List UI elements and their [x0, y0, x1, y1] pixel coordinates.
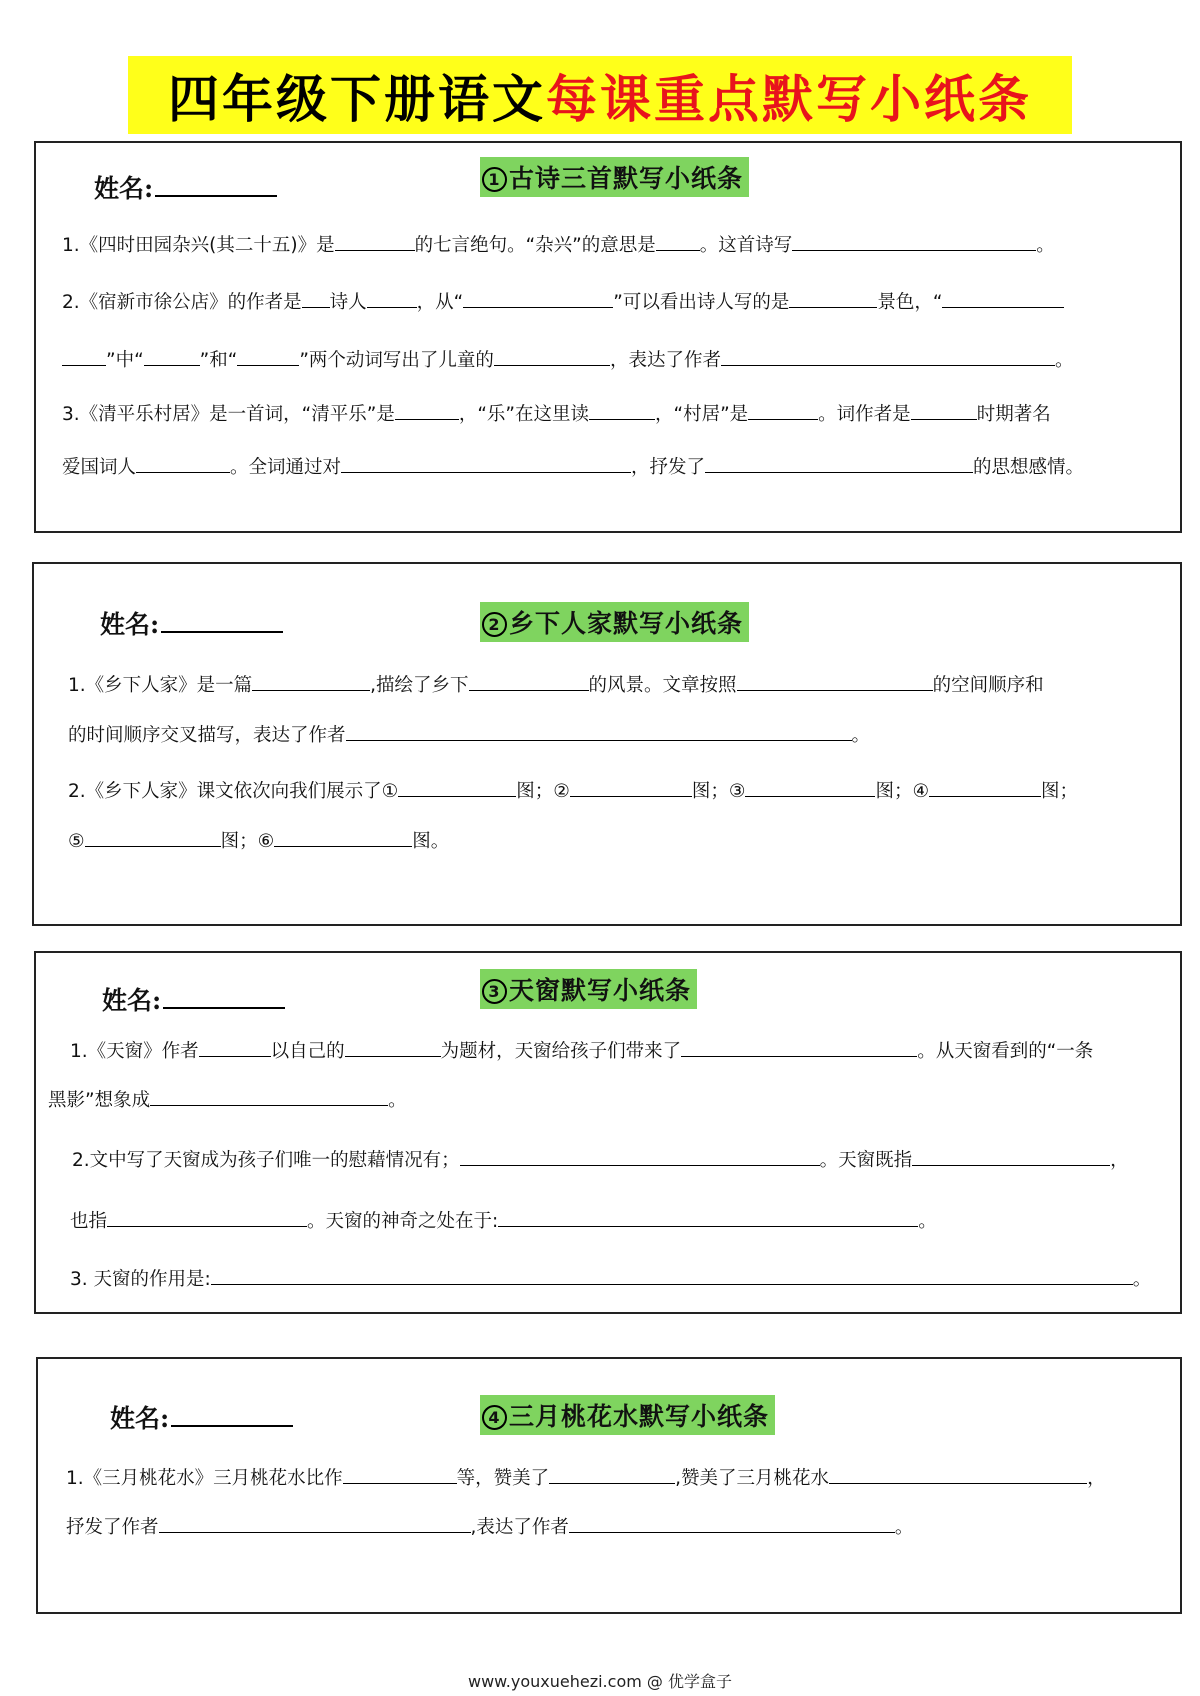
question-line [72, 1147, 1129, 1174]
text: 景色，“ [877, 292, 943, 313]
answer-blank[interactable] [789, 289, 877, 308]
answer-blank[interactable] [395, 401, 459, 420]
answer-blank[interactable] [107, 1208, 307, 1227]
text: 。 [918, 1211, 937, 1232]
text: 2.《宿新市徐公店》的作者是 [62, 292, 302, 313]
question-line [62, 289, 1064, 316]
card-heading-text: 三月桃花水默写小纸条 [509, 1402, 770, 1431]
name-label: 姓名: [102, 986, 162, 1015]
answer-blank[interactable] [136, 454, 230, 473]
text: 的思想感情。 [973, 457, 1085, 478]
text: 。从天窗看到的“一条 [917, 1041, 1094, 1062]
text: 时期著名 [976, 404, 1051, 425]
text: 。天窗既指 [819, 1150, 913, 1171]
answer-blank[interactable] [792, 232, 1036, 251]
number-badge: 1 [482, 167, 507, 192]
answer-blank[interactable] [942, 289, 1064, 308]
footer-credit: www.youxuehezi.com @ 优学盒子 [468, 1672, 732, 1691]
answer-blank[interactable] [656, 232, 700, 251]
number-badge: 3 [482, 979, 507, 1004]
answer-blank[interactable] [237, 347, 299, 366]
name-blank[interactable] [171, 1403, 293, 1427]
text: 图； [1041, 781, 1079, 802]
text: ，表达了作者 [609, 350, 721, 371]
text: 图。 [412, 831, 450, 852]
name-label: 姓名: [110, 1404, 170, 1433]
answer-blank[interactable] [569, 1514, 895, 1533]
name-field [102, 981, 285, 1017]
title-red-part: 每课重点默写小纸条 [546, 70, 1033, 130]
text: 的空间顺序和 [932, 675, 1044, 696]
answer-blank[interactable] [211, 1266, 1133, 1285]
text: 2.《乡下人家》课文依次向我们展示了① [68, 781, 399, 802]
text: 爱国词人 [62, 457, 137, 478]
text: 抒发了作者 [66, 1517, 159, 1538]
name-field [100, 605, 283, 641]
text: ， [1087, 1468, 1106, 1489]
name-label: 姓名: [94, 174, 154, 203]
text: 。这首诗写 [699, 235, 793, 256]
text: 。 [894, 1517, 914, 1538]
text: 。 [1054, 350, 1074, 371]
text: 也指 [70, 1211, 108, 1232]
answer-blank[interactable] [929, 778, 1041, 797]
answer-blank[interactable] [460, 1147, 820, 1166]
card-heading-text: 天窗默写小纸条 [509, 976, 692, 1005]
text: ”中“ [106, 350, 144, 371]
answer-blank[interactable] [463, 289, 613, 308]
text: ”和“ [199, 350, 238, 371]
dictation-card-3 [34, 951, 1182, 1314]
name-blank[interactable] [161, 609, 283, 633]
answer-blank[interactable] [159, 1514, 471, 1533]
question-line [68, 778, 1078, 805]
dictation-card-2 [32, 562, 1182, 926]
answer-blank[interactable] [498, 1208, 918, 1227]
text: ”可以看出诗人写的是 [613, 292, 790, 313]
text: 的风景。文章按照 [588, 675, 737, 696]
answer-blank[interactable] [721, 347, 1055, 366]
text: ,表达了作者 [470, 1517, 569, 1538]
text: 图；② [516, 781, 570, 802]
answer-blank[interactable] [398, 778, 516, 797]
answer-blank[interactable] [681, 1038, 917, 1057]
answer-blank[interactable] [199, 1038, 271, 1057]
text: 。词作者是 [818, 404, 911, 425]
card-heading [480, 602, 749, 642]
text: ，“村居”是 [655, 404, 749, 425]
number-badge: 2 [482, 612, 507, 637]
text: 等，赞美了 [456, 1468, 550, 1489]
answer-blank[interactable] [911, 401, 977, 420]
card-heading [480, 969, 697, 1009]
answer-blank[interactable] [62, 347, 106, 366]
text: 诗人 [329, 292, 367, 313]
text: 。天窗的神奇之处在于: [307, 1211, 499, 1232]
text: 为题材，天窗给孩子们带来了 [440, 1041, 682, 1062]
question-line [62, 454, 1084, 481]
answer-blank[interactable] [737, 672, 933, 691]
answer-blank[interactable] [549, 1465, 675, 1484]
name-field [94, 169, 277, 205]
text: ，从“ [416, 292, 464, 313]
text: 1.《四时田园杂兴(其二十五)》是 [62, 235, 335, 256]
answer-blank[interactable] [144, 347, 200, 366]
text: 1.《天窗》作者 [70, 1041, 199, 1062]
text: 的七言绝句。“杂兴”的意思是 [414, 235, 656, 256]
name-blank[interactable] [155, 173, 277, 197]
answer-blank[interactable] [570, 778, 692, 797]
text: ，抒发了 [631, 457, 706, 478]
answer-blank[interactable] [745, 778, 875, 797]
answer-blank[interactable] [274, 828, 412, 847]
text: 2.文中写了天窗成为孩子们唯一的慰藉情况有； [72, 1150, 460, 1171]
text: 1.《乡下人家》是一篇 [68, 675, 253, 696]
question-line [66, 1465, 1106, 1492]
card-heading-text: 乡下人家默写小纸条 [509, 609, 744, 638]
text: ”两个动词写出了儿童的 [299, 350, 494, 371]
text: 图；④ [875, 781, 930, 802]
text: 图；⑥ [220, 831, 275, 852]
question-line [70, 1208, 937, 1235]
answer-blank[interactable] [829, 1465, 1087, 1484]
text: 3. 天窗的作用是: [70, 1269, 211, 1290]
answer-blank[interactable] [335, 232, 415, 251]
text: 1.《三月桃花水》三月桃花水比作 [66, 1468, 343, 1489]
answer-blank[interactable] [346, 722, 852, 741]
answer-blank[interactable] [494, 347, 610, 366]
answer-blank[interactable] [341, 454, 631, 473]
answer-blank[interactable] [85, 828, 221, 847]
number-badge: 4 [482, 1405, 507, 1430]
text: ,描绘了乡下 [370, 675, 469, 696]
answer-blank[interactable] [705, 454, 973, 473]
question-line [62, 232, 1055, 259]
answer-blank[interactable] [469, 672, 589, 691]
question-line [68, 672, 1044, 699]
card-heading [480, 157, 749, 197]
name-label: 姓名: [100, 610, 160, 639]
text: ，“乐”在这里读 [458, 404, 589, 425]
answer-blank[interactable] [252, 672, 370, 691]
text: ,赞美了三月桃花水 [675, 1468, 830, 1489]
text: 。 [388, 1090, 407, 1111]
answer-blank[interactable] [912, 1147, 1110, 1166]
question-line [62, 347, 1073, 374]
card-heading-text: 古诗三首默写小纸条 [509, 164, 744, 193]
answer-blank[interactable] [748, 401, 818, 420]
text: 的时间顺序交叉描写，表达了作者 [68, 725, 346, 746]
text: 图；③ [691, 781, 746, 802]
answer-blank[interactable] [345, 1038, 441, 1057]
text: ， [1110, 1150, 1129, 1171]
text: 黑影”想象成 [48, 1090, 151, 1111]
page-title [128, 56, 1072, 134]
card-heading [480, 1395, 775, 1435]
question-line [48, 1087, 407, 1114]
answer-blank[interactable] [367, 289, 417, 308]
text: ⑤ [68, 831, 85, 852]
text: 。全词通过对 [230, 457, 342, 478]
text: 。 [1132, 1269, 1152, 1290]
name-blank[interactable] [163, 985, 285, 1009]
dictation-card-1 [34, 141, 1182, 533]
question-line [68, 828, 449, 855]
text: 以自己的 [270, 1041, 345, 1062]
answer-blank[interactable] [343, 1465, 457, 1484]
answer-blank[interactable] [589, 401, 655, 420]
text: 3.《清平乐村居》是一首词，“清平乐”是 [62, 404, 395, 425]
text: 。 [1036, 235, 1055, 256]
question-line [68, 722, 870, 749]
answer-blank[interactable] [150, 1087, 388, 1106]
question-line [70, 1266, 1151, 1293]
question-line [62, 401, 1051, 428]
question-line [66, 1514, 913, 1541]
name-field [110, 1399, 293, 1435]
text: 。 [851, 725, 871, 746]
title-black-part: 四年级下册语文 [167, 70, 546, 130]
answer-blank[interactable] [302, 289, 330, 308]
dictation-card-4 [36, 1357, 1182, 1614]
question-line [70, 1038, 1093, 1065]
